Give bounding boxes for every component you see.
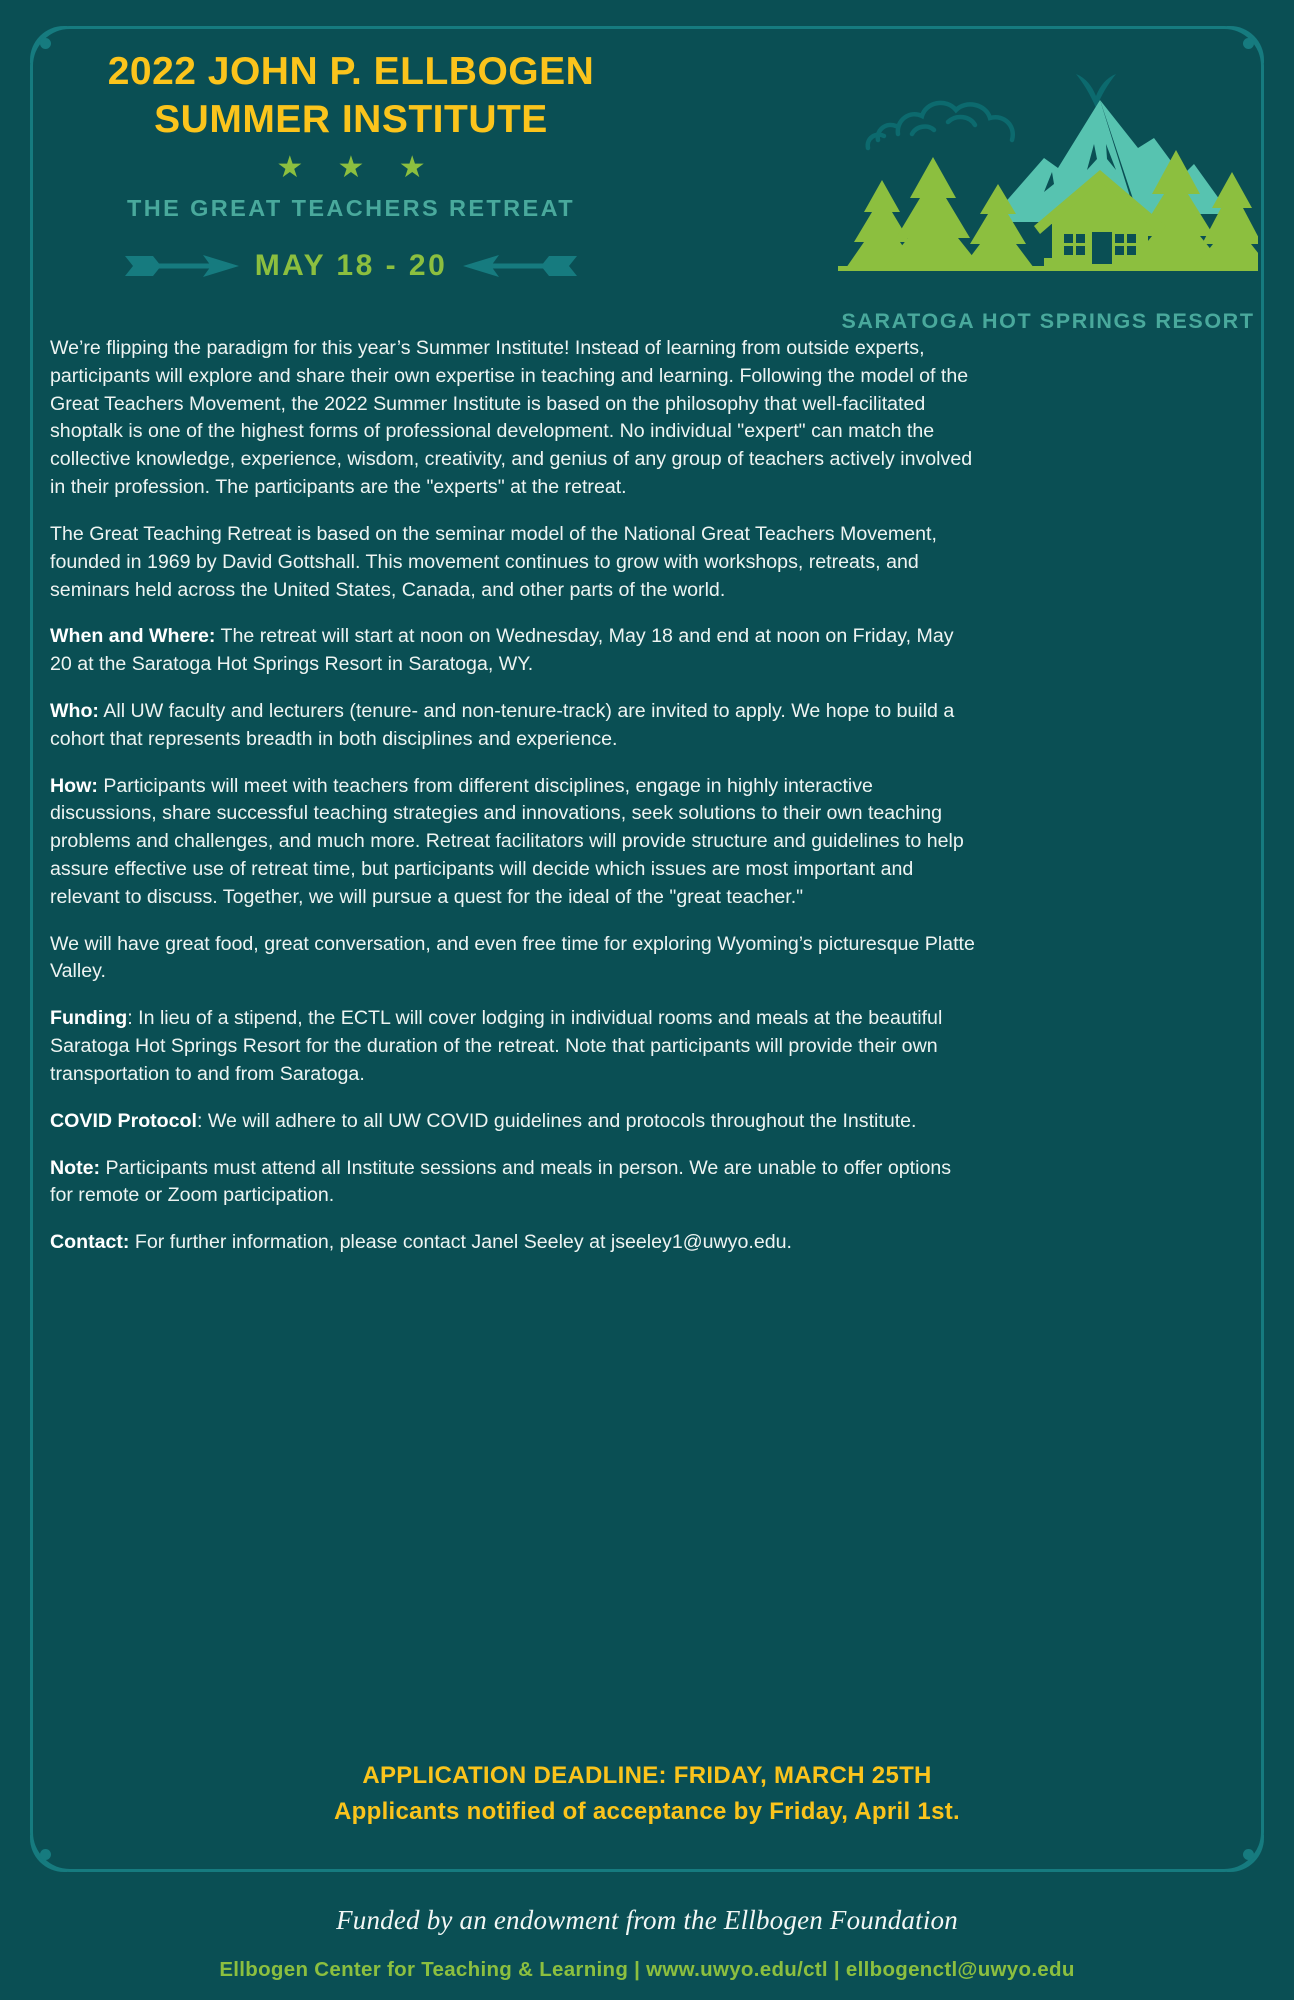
paragraph-lead: COVID Protocol xyxy=(50,1109,197,1132)
paragraph-lead: Note: xyxy=(50,1156,101,1179)
paragraph-lead: Funding xyxy=(50,1007,128,1030)
arrow-left-icon xyxy=(461,248,579,284)
frame-dot-bottom-left xyxy=(40,1849,51,1860)
pine-tree-icon xyxy=(846,157,1034,268)
bird-icon xyxy=(1076,74,1116,108)
three-stars-icon: ★ ★ ★ xyxy=(276,151,439,185)
body-copy xyxy=(50,335,975,1276)
header-title-block xyxy=(40,48,640,284)
resort-name-label: SARATOGA HOT SPRINGS RESORT xyxy=(841,309,1255,333)
deadline-date: APPLICATION DEADLINE: FRIDAY, MARCH 25TH xyxy=(362,1762,932,1789)
resort-logo xyxy=(838,52,1258,334)
page-title-line2: SUMMER INSTITUTE xyxy=(154,97,548,141)
paragraph-lead: Who: xyxy=(50,699,99,722)
page-title-line1: 2022 JOHN P. ELLBOGEN xyxy=(107,50,595,93)
cloud-icon xyxy=(868,103,1013,148)
paragraph-lead: When and Where: xyxy=(50,625,216,648)
body-paragraph: How: Participants will meet with teachers from different disciplines, engage in highly interactive discussions, share successful teaching strategies and innovations, seek solutions to their own teaching problems and challenges, and much more. Retreat facilitators will provide structure and guidelines to help assure effective use of retreat time, but participants will decide which issues are most important and relevant to discuss. Together, we will pursue a quest for the ideal of the "great teacher." xyxy=(50,774,964,908)
body-paragraph: Note: Participants must attend all Institute sessions and meals in person. We are unable to offer options for remote or Zoom participation. xyxy=(50,1156,952,1207)
application-deadline-block xyxy=(0,1762,1294,1826)
paragraph-lead: How: xyxy=(50,774,98,797)
body-paragraph: The Great Teaching Retreat is based on the seminar model of the National Great Teachers Movement, founded in 1969 by David Gottshall. This movement continues to grow with workshops, retreats, and seminars held across the United States, Canada, and other parts of the world. xyxy=(50,522,937,601)
body-paragraph: When and Where: The retreat will start at noon on Wednesday, May 18 and end at noon on Friday, May 20 at the Saratoga Hot Springs Resort in Saratoga, WY. xyxy=(50,625,954,676)
body-paragraph: COVID Protocol: We will adhere to all UW COVID guidelines and protocols throughout the Institute. xyxy=(50,1109,917,1132)
arrow-right-icon xyxy=(123,248,241,284)
body-paragraph: Contact: For further information, please contact Janel Seeley at jseeley1@uwyo.edu. xyxy=(50,1231,792,1254)
event-date: MAY 18 - 20 xyxy=(254,249,448,283)
body-paragraph: We will have great food, great conversation, and even free time for exploring Wyoming’s picturesque Platte Valley. xyxy=(50,932,975,983)
center-contact-line: Ellbogen Center for Teaching & Learning | www.uwyo.edu/ctl | ellbogenctl@uwyo.edu xyxy=(219,1958,1075,1981)
frame-dot-bottom-right xyxy=(1243,1849,1254,1860)
body-paragraph: Who: All UW faculty and lecturers (tenure- and non-tenure-track) are invited to apply. We hope to build a cohort that represents breadth in both disciplines and experience. xyxy=(50,699,955,750)
poster-footer xyxy=(0,1905,1294,1982)
body-paragraph: We’re flipping the paradigm for this year’s Summer Institute! Instead of learning from outside experts, participants will explore and share their own expertise in teaching and learning. Following the model of the Great Teachers Movement, the 2022 Summer Institute is based on the philosophy that well-facilitated shoptalk is one of the highest forms of professional development. No individual "expert" can match the collective knowledge, experience, wisdom, creativity, and genius of any group of teachers actively involved in their profession. The participants are the "experts" at the retreat. xyxy=(50,337,973,499)
page-subtitle: THE GREAT TEACHERS RETREAT xyxy=(127,195,575,222)
date-row xyxy=(62,248,640,284)
paragraph-lead: Contact: xyxy=(50,1231,130,1254)
mountain-cabin-illustration xyxy=(838,52,1258,302)
body-paragraph: Funding: In lieu of a stipend, the ECTL will cover lodging in individual rooms and meals at the beautiful Saratoga Hot Springs Resort for the duration of the retreat. Note that participants will provide their own transportation to and from Saratoga. xyxy=(50,1007,943,1085)
notification-date: Applicants notified of acceptance by Friday, April 1st. xyxy=(334,1798,960,1825)
endowment-credit: Funded by an endowment from the Ellbogen Foundation xyxy=(336,1905,958,1935)
